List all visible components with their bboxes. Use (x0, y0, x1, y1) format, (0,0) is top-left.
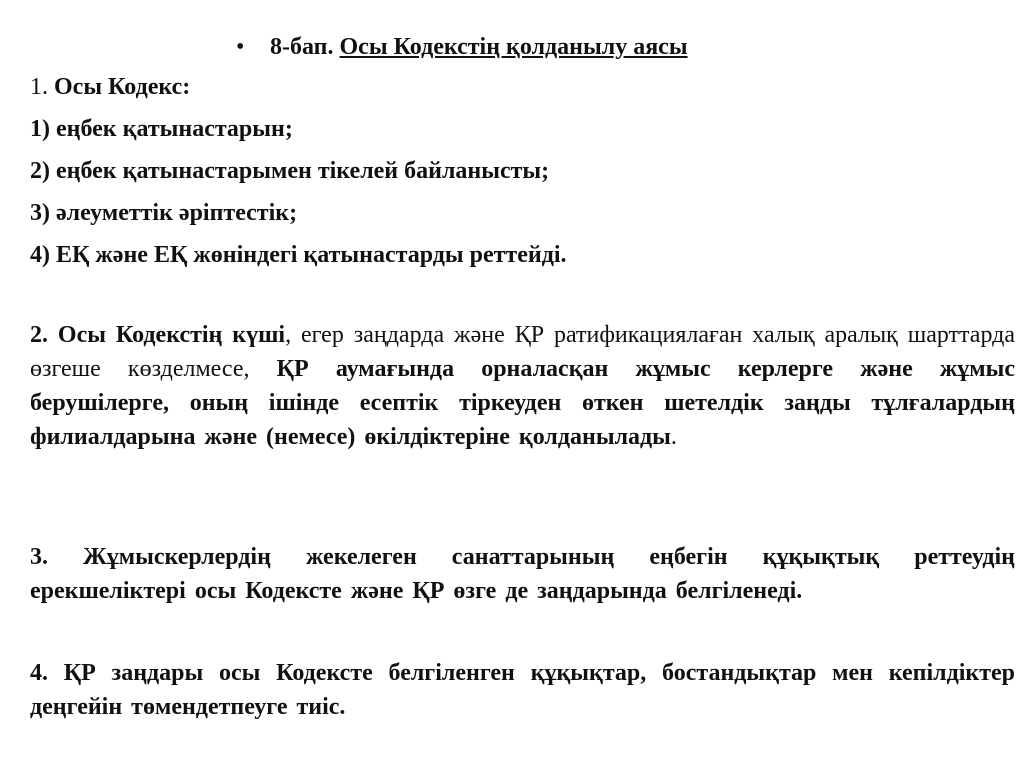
article-title (236, 32, 688, 62)
section-4-paragraph: 4. ҚР заңдары осы Кодексте белгіленген құқықтар, бостандықтар мен кепілдіктер деңгейін төмендетпеуге тиіс. (30, 660, 1015, 720)
section-2-paragraph (30, 318, 1015, 454)
section-1-title: Осы Кодекс: (54, 74, 191, 100)
list-item: 1) еңбек қатынастарын; (30, 116, 293, 142)
article-number: 8-бап. (270, 34, 340, 60)
section-1-dot: . (42, 74, 54, 100)
bullet-icon: • (236, 34, 245, 60)
section-3-paragraph: 3. Жұмыскерлердің жекелеген санаттарының еңбегін құқықтық реттеудің ерекшеліктері осы Кодексте және ҚР өзге де заңдарында белгіленеді. (30, 544, 1015, 604)
article-heading: Осы Кодекстің қолданылу аясы (339, 34, 688, 60)
section-2-end: . (670, 424, 677, 450)
section-1-number: 1 (30, 74, 42, 100)
section-2-lead: 2. Осы Кодекстің күші (30, 322, 286, 348)
section-1-heading (30, 72, 190, 102)
list-item: 2) еңбек қатынастарымен тікелей байланысты; (30, 158, 550, 184)
section-2-condition: , егер заңдарда және ҚР ратификациялаған халық аралық шарттарда өзгеше көзделмесе, (30, 322, 1016, 382)
list-item: 3) әлеуметтік әріптестік; (30, 200, 298, 226)
section-2-scope: ҚР аумағында орналасқан жұмыс керлерге және жұмыс берушілерге, оның ішінде есептік тіркеуден өткен шетелдік заңды тұлғалардың филиалдарына және (немесе) өкілдіктеріне қолданылады (30, 356, 1015, 450)
list-item: 4) ЕҚ және ЕҚ жөніндегі қатынастарды реттейді. (30, 242, 567, 268)
